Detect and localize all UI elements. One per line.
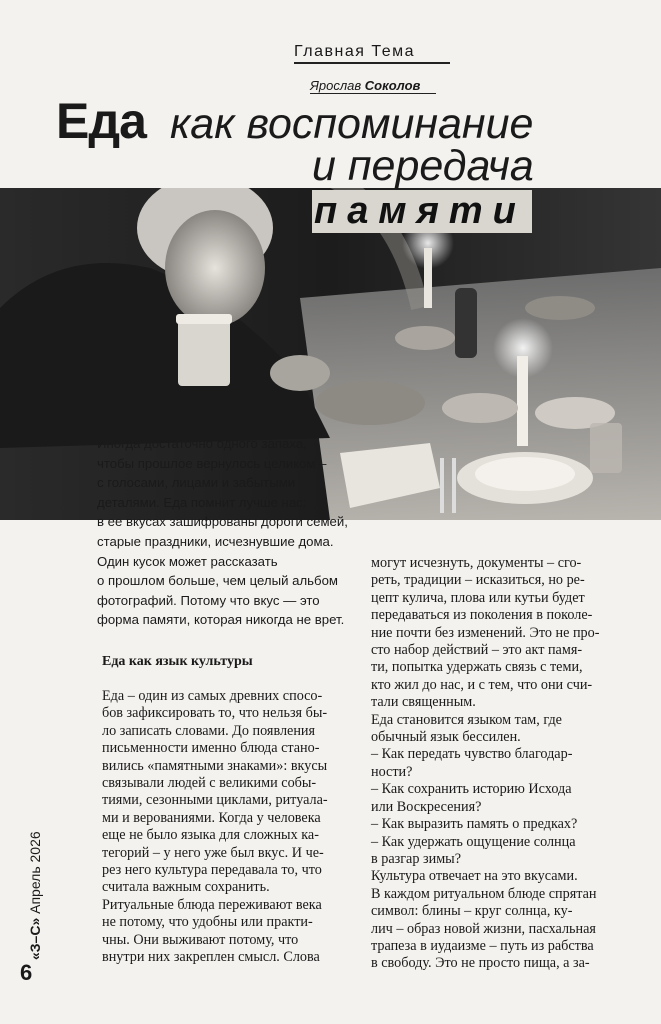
- body-line: ми и верованиями. Когда у человека: [102, 809, 321, 826]
- page-number: 6: [20, 960, 33, 985]
- body-line: бов зафиксировать то, что нельзя бы-: [102, 705, 328, 722]
- lead-line: старые праздники, исчезнувшие дома.: [97, 533, 334, 549]
- body-line: письменности именно блюда стано-: [102, 740, 320, 757]
- body-line: – Как передать чувство благодар-: [371, 746, 573, 763]
- magazine-name: «З–С»: [27, 917, 43, 960]
- body-line: в свободу. Это не просто пища, а за-: [371, 955, 590, 972]
- author-first-name: Ярослав: [310, 78, 362, 93]
- author-last-name: Соколов: [364, 78, 421, 93]
- body-line: считала важным сохранить.: [102, 879, 270, 896]
- issue-date: Апрель 2026: [27, 831, 43, 914]
- body-line: – Как сохранить историю Исхода: [371, 781, 572, 798]
- body-line: В каждом ритуальном блюде спрятан: [371, 885, 597, 902]
- lead-line: в ее вкусах зашифрованы дороги семей,: [97, 514, 348, 530]
- body-line: передаваться из поколения в поколе-: [371, 607, 593, 624]
- body-line: обычный язык бессилен.: [371, 729, 521, 746]
- body-line: рез него культура передавала то, что: [102, 862, 322, 879]
- body-line: тиями, сезонными циклами, ритуала-: [102, 792, 328, 809]
- body-line: или Воскресения?: [371, 798, 482, 815]
- body-line: еще не было языка для сложных ка-: [102, 827, 319, 844]
- body-line: цепт кулича, плова или кутьи будет: [371, 589, 585, 606]
- section-rubric: Главная Тема: [294, 43, 450, 64]
- body-line: Еда – один из самых древних спосо-: [102, 688, 323, 704]
- body-line: связывали людей с великими собы-: [102, 775, 317, 792]
- lead-line: фотографий. Потому что вкус — это: [97, 592, 320, 608]
- body-line: ти, попытка удержать связь с теми,: [371, 659, 583, 676]
- sidebar-imprint: [27, 770, 47, 960]
- lead-line: о прошлом больше, чем целый альбом: [97, 573, 338, 589]
- headline-line-2: и передача: [312, 142, 534, 190]
- body-line: Еда становится языком там, где: [371, 711, 562, 728]
- body-line: ности?: [371, 763, 413, 780]
- body-line: сто набор действий – это акт памя-: [371, 642, 583, 659]
- body-line: ние почти без изменений. Это не про-: [371, 624, 600, 641]
- body-line: Ритуальные блюда переживают века: [102, 896, 322, 913]
- body-line: не потому, что удобны или практи-: [102, 914, 313, 931]
- body-column-right: [371, 555, 631, 973]
- headline-line-3: памяти: [312, 190, 532, 233]
- body-line: тали священным.: [371, 694, 476, 711]
- body-line: символ: блины – круг солнца, ку-: [371, 903, 573, 920]
- lead-line: Один кусок может рассказать: [97, 553, 278, 569]
- body-line: чны. Они выживают потому, что: [102, 931, 299, 948]
- body-line: ло записать словами. До появления: [102, 722, 316, 739]
- lead-line: форма памяти, которая никогда не врет.: [97, 612, 345, 628]
- body-line: – Как удержать ощущение солнца: [371, 833, 576, 850]
- headline-word-eda: Еда: [56, 93, 146, 149]
- body-line: реть, традиции – исказиться, но ре-: [371, 572, 585, 589]
- body-line: Культура отвечает на это вкусами.: [371, 868, 578, 885]
- body-line: кто жил до нас, и с тем, что они счи-: [371, 676, 593, 693]
- body-line: могут исчезнуть, документы – сго-: [371, 555, 582, 571]
- body-line: трапеза в иудаизме – путь из рабства: [371, 937, 594, 954]
- lead-line: чтобы прошлое вернулось целиком –: [97, 455, 327, 471]
- body-line: вились «памятными знаками»: вкусы: [102, 757, 328, 774]
- lead-line: Иногда достаточно одного запаха,: [97, 436, 307, 451]
- body-line: тегорий – у него уже был вкус. И че-: [102, 844, 324, 861]
- body-line: в разгар зимы?: [371, 850, 462, 867]
- body-line: внутри них закреплен смысл. Слова: [102, 949, 320, 966]
- headline: [0, 0, 661, 240]
- page-sidebar: [25, 770, 45, 960]
- body-line: лич – образ новой жизни, пасхальная: [371, 920, 596, 937]
- lead-line: деталями. Еда помнит лучше нас:: [97, 494, 307, 510]
- body-column-left: [102, 688, 354, 967]
- headline-line-1: как воспоминание: [170, 100, 534, 148]
- body-line: – Как выразить память о предках?: [371, 816, 578, 833]
- lead-line: с голосами, лицами и забытыми: [97, 475, 296, 491]
- lead-paragraph: [97, 434, 365, 630]
- section-subheading: Еда как язык культуры: [102, 654, 253, 669]
